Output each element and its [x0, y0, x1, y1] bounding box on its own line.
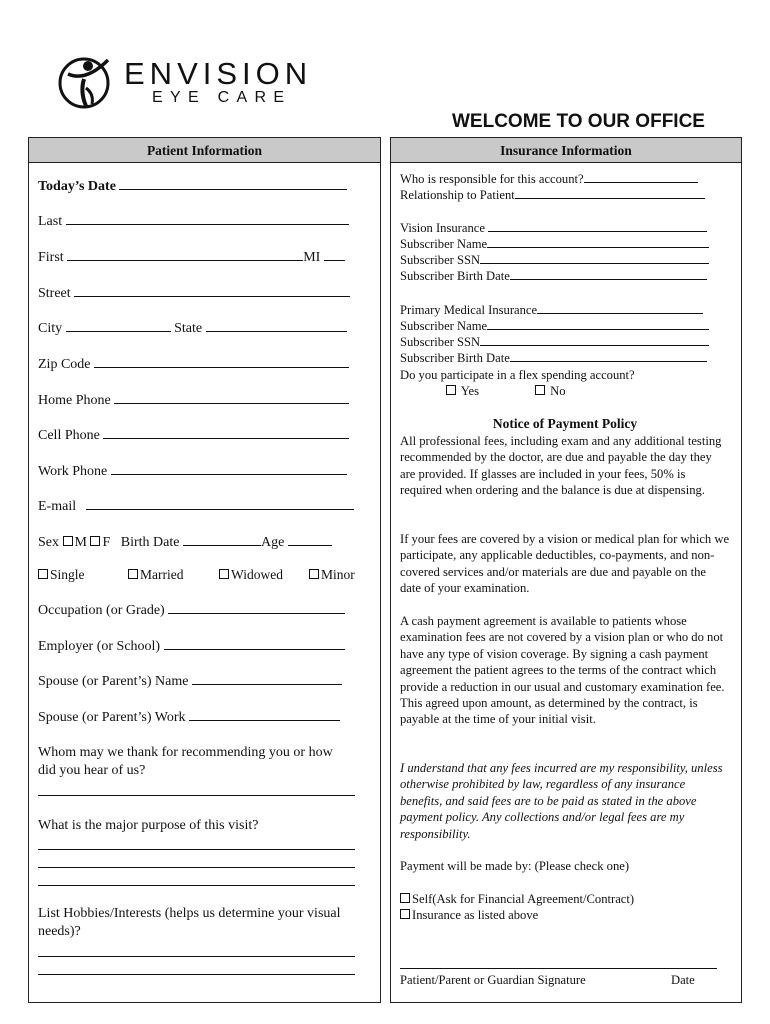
medical-insurance-field[interactable] — [537, 312, 703, 314]
spouse-work-label: Spouse (or Parent’s) Work — [38, 710, 340, 726]
responsible-label: Who is responsible for this account? — [400, 171, 698, 187]
marital-widowed[interactable]: Widowed — [219, 567, 283, 583]
zip-label: Zip Code — [38, 357, 349, 373]
last-name-label: Last — [38, 214, 349, 230]
flex-yes-checkbox[interactable] — [446, 385, 456, 395]
payment-policy-paragraph-3: A cash payment agreement is available to patients whose examination fees are not covered by a vision plan or who do not have any type of vision coverage. By signing a cash payment agreement the patient agrees to the terms of the contract which provide a reduction in our usual and customary examination fee. This agreed upon amount, as determined by the contract, is payable at the time of your initial visit. — [400, 614, 725, 727]
vision-subscriber-ssn-label: Subscriber SSN — [400, 252, 709, 268]
flex-yes-option[interactable]: Yes — [446, 383, 479, 399]
city-label: City State — [38, 321, 347, 337]
marital-minor[interactable]: Minor — [309, 567, 355, 583]
payment-self-option[interactable]: Self(Ask for Financial Agreement/Contract) — [400, 891, 634, 907]
hobbies-answer-line[interactable] — [38, 956, 355, 957]
hobbies-question-line2: needs)? — [38, 924, 81, 939]
last-name-field[interactable] — [66, 223, 349, 225]
medical-insurance-label: Primary Medical Insurance — [400, 302, 703, 318]
medical-subscriber-ssn-label: Subscriber SSN — [400, 334, 709, 350]
payment-policy-paragraph-2: If your fees are covered by a vision or medical plan for which we participate, any applicable deductibles, co-payments, and non-covered services and/or materials are due and payable on the date of your examination. — [400, 532, 730, 596]
todays-date-label: Today’s Date — [38, 179, 347, 195]
todays-date-field[interactable] — [119, 188, 347, 190]
medical-subscriber-ssn-field[interactable] — [480, 344, 709, 346]
patient-info-header: Patient Information — [29, 138, 380, 163]
female-checkbox[interactable] — [90, 536, 100, 546]
first-name-field[interactable] — [67, 259, 303, 261]
flex-no-checkbox[interactable] — [535, 385, 545, 395]
spouse-name-field[interactable] — [192, 683, 342, 685]
minor-checkbox[interactable] — [309, 569, 319, 579]
medical-subscriber-name-label: Subscriber Name — [400, 318, 709, 334]
medical-subscriber-name-field[interactable] — [487, 328, 709, 330]
marital-single[interactable]: Single — [38, 567, 85, 583]
vision-subscriber-ssn-field[interactable] — [480, 262, 709, 264]
birth-date-field[interactable] — [183, 544, 261, 546]
purpose-answer-line[interactable] — [38, 849, 355, 850]
insurance-checkbox[interactable] — [400, 909, 410, 919]
vision-insurance-label: Vision Insurance — [400, 220, 707, 236]
payment-method-question: Payment will be made by: (Please check one) — [400, 859, 630, 873]
occupation-field[interactable] — [168, 612, 345, 614]
employer-label: Employer (or School) — [38, 639, 345, 655]
vision-subscriber-birth-label: Subscriber Birth Date — [400, 268, 707, 284]
city-field[interactable] — [66, 330, 171, 332]
street-label: Street — [38, 286, 350, 302]
envision-logo-icon — [56, 52, 120, 112]
self-checkbox[interactable] — [400, 893, 410, 903]
married-checkbox[interactable] — [128, 569, 138, 579]
street-field[interactable] — [74, 295, 350, 297]
signature-line[interactable] — [400, 968, 717, 969]
page-title: WELCOME TO OUR OFFICE — [452, 111, 705, 132]
medical-subscriber-birth-label: Subscriber Birth Date — [400, 350, 707, 366]
single-checkbox[interactable] — [38, 569, 48, 579]
cell-phone-label: Cell Phone — [38, 428, 349, 444]
state-field[interactable] — [206, 330, 347, 332]
employer-field[interactable] — [164, 648, 345, 650]
email-label: E-mail — [38, 499, 354, 515]
age-field[interactable] — [288, 544, 332, 546]
vision-insurance-field[interactable] — [488, 230, 707, 232]
brand-name: ENVISION — [124, 56, 313, 91]
mi-field[interactable] — [324, 259, 345, 261]
zip-field[interactable] — [94, 366, 349, 368]
flex-no-option[interactable]: No — [535, 383, 566, 399]
brand-subtitle: EYE CARE — [152, 89, 292, 106]
vision-subscriber-birth-field[interactable] — [510, 278, 707, 280]
payment-insurance-option[interactable]: Insurance as listed above — [400, 907, 538, 923]
insurance-info-header: Insurance Information — [391, 138, 741, 163]
medical-subscriber-birth-field[interactable] — [510, 360, 707, 362]
first-name-label: First MI — [38, 250, 345, 266]
male-checkbox[interactable] — [63, 536, 73, 546]
signature-date-label: Date — [671, 973, 695, 987]
sex-row: Sex M F Birth Date Age — [38, 535, 332, 551]
vision-subscriber-name-label: Subscriber Name — [400, 236, 709, 252]
home-phone-label: Home Phone — [38, 393, 349, 409]
notice-title: Notice of Payment Policy — [492, 416, 638, 431]
work-phone-field[interactable] — [111, 473, 347, 475]
purpose-answer-line[interactable] — [38, 867, 355, 868]
cell-phone-field[interactable] — [103, 437, 349, 439]
flex-spending-question: Do you participate in a flex spending account? — [400, 368, 635, 382]
purpose-question: What is the major purpose of this visit? — [38, 818, 259, 833]
relationship-field[interactable] — [515, 197, 705, 199]
hobbies-question-line1: List Hobbies/Interests (helps us determine your visual — [38, 906, 341, 921]
relationship-label: Relationship to Patient — [400, 187, 705, 203]
home-phone-field[interactable] — [114, 402, 349, 404]
purpose-answer-line[interactable] — [38, 885, 355, 886]
widowed-checkbox[interactable] — [219, 569, 229, 579]
referral-question-line2: did you hear of us? — [38, 763, 146, 778]
vision-subscriber-name-field[interactable] — [487, 246, 709, 248]
payment-policy-paragraph-1: All professional fees, including exam and any additional testing recommended by the doctor, are due and payable the day they are provided. If glasses are included in your fees, 50% is required when ordering and the balance is due at dispensing. — [400, 434, 722, 498]
email-field[interactable] — [86, 508, 354, 510]
signature-label: Patient/Parent or Guardian Signature — [400, 973, 586, 987]
responsible-field[interactable] — [584, 181, 698, 183]
occupation-label: Occupation (or Grade) — [38, 603, 345, 619]
referral-answer-line[interactable] — [38, 795, 355, 796]
marital-married[interactable]: Married — [128, 567, 183, 583]
work-phone-label: Work Phone — [38, 464, 347, 480]
hobbies-answer-line[interactable] — [38, 974, 355, 975]
spouse-work-field[interactable] — [189, 719, 340, 721]
referral-question-line1: Whom may we thank for recommending you or how — [38, 745, 333, 760]
spouse-name-label: Spouse (or Parent’s) Name — [38, 674, 342, 690]
responsibility-statement: I understand that any fees incurred are my responsibility, unless otherwise prohibited by law, regardless of any insurance benefits, and said fees are to be paid as stated in the above payment policy. Any collections and/or legal fees are my responsibility. — [400, 761, 723, 841]
